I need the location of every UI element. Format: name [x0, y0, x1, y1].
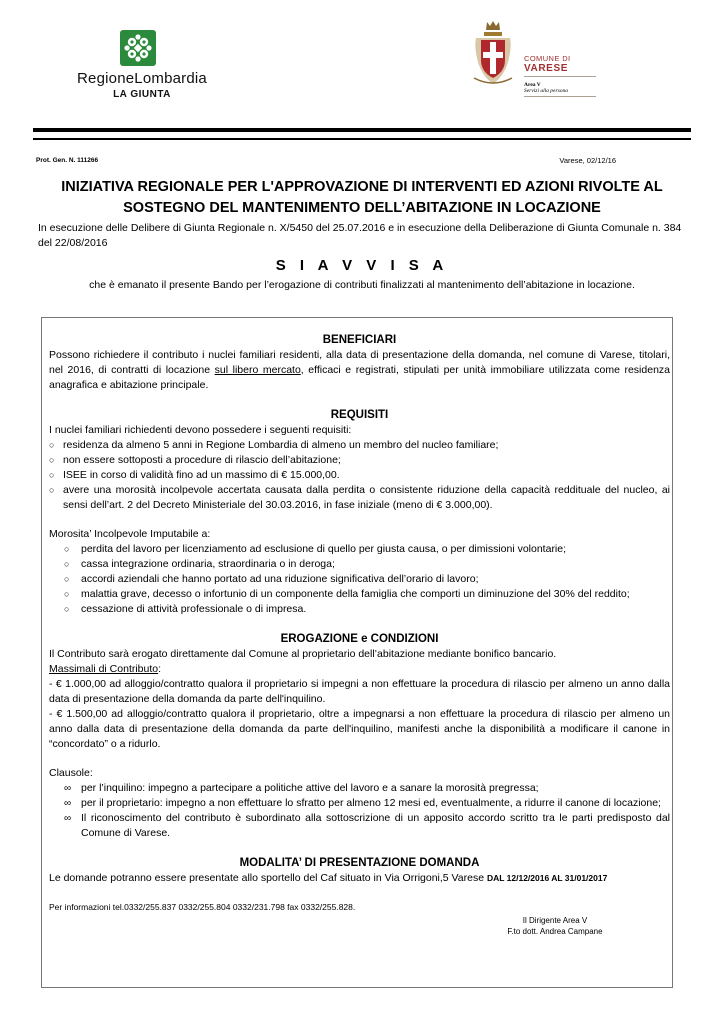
list-item: ○ perdita del lavoro per licenziamento ad esclusione di quello per giusta causa, o per dimissioni volontarie; — [64, 542, 670, 557]
regione-lombardia-logo — [62, 30, 222, 102]
requisiti-heading: REQUISITI — [330, 409, 389, 421]
list-item: ∞ per il proprietario: impegno a non effettuare lo sfratto per almeno 12 mesi ed, eventualmente, a ridurre il canone di locazione; — [64, 796, 670, 811]
varese-crest-icon — [472, 18, 514, 90]
massimali-label-text: Massimali di Contributo — [49, 663, 159, 675]
title-line-2: SOSTEGNO DEL MANTENIMENTO DELL’ABITAZIONE IN LOCAZIONE — [123, 200, 601, 216]
document-date: Varese, 02/12/16 — [559, 156, 616, 165]
massimale-2: - € 1.500,00 ad alloggio/contratto qualora il proprietario, oltre a impegnarsi a non effettuare la procedura di rilascio per almeno un anno dalla data di presentazione della domanda da parte dell'inquilino, manifesti anche la disponibilità a modificare il canone in “concordato” o a ridurlo. — [49, 708, 670, 750]
servizi-label: Servizi alla persona — [524, 88, 596, 97]
comune-name: VARESE — [524, 63, 596, 77]
intro-paragraph: In esecuzione delle Delibere di Giunta Regionale n. X/5450 del 25.07.2016 e in esecuzione della Deliberazione di Giunta Comunale n. 384 del 22/08/2016 — [38, 222, 682, 249]
requisiti-list — [49, 438, 670, 513]
beneficiari-heading: BENEFICIARI — [322, 334, 397, 346]
list-item: ∞ per l’inquilino: impegno a partecipare a politiche attive del lavoro e a sanare la morosità pregressa; — [64, 781, 670, 796]
erogazione-heading: EROGAZIONE e CONDIZIONI — [280, 633, 439, 645]
list-item: ○ cessazione di attività professionale o di impresa. — [64, 602, 670, 617]
list-item: ○ avere una morosità incolpevole accertata causata dalla perdita o consistente riduzione della capacità reddituale del nucleo, ai sensi dell’art. 2 del Decreto Ministeriale del 30.03.2016, in fase iniziale (meno di € 3.000,00). — [49, 483, 670, 513]
contact-info: Per informazioni tel.0332/255.837 0332/255.804 0332/231.798 fax 0332/255.828. — [49, 902, 356, 912]
massimale-1: - € 1.000,00 ad alloggio/contratto qualora il proprietario si impegni a non effettuare la procedura di rilascio per almeno un anno dalla data di presentazione della domanda da parte dell'inquilino. — [49, 678, 670, 705]
comune-varese-logo — [468, 18, 598, 106]
header-rule-thick — [33, 128, 691, 132]
avvisa-subtitle: che è emanato il presente Bando per l’erogazione di contributi finalizzati al mantenimento dell’abitazione in locazione. — [89, 279, 635, 291]
massimali-colon: : — [158, 663, 162, 675]
list-item: ○ ISEE in corso di validità fino ad un massimo di € 15.000,00. — [49, 468, 670, 483]
signature-block — [49, 915, 670, 937]
beneficiari-text-b: , efficaci e registrati, stipulati per unità immobiliare utilizzata come residenza anagrafica e abitazione principale. — [49, 364, 670, 391]
header-rule-thin — [33, 138, 691, 140]
modalita-heading: MODALITA’ DI PRESENTAZIONE DOMANDA — [239, 857, 480, 869]
comune-text-block — [524, 54, 596, 97]
libero-mercato-text: sul libero mercato — [214, 364, 301, 376]
massimali-label — [49, 662, 670, 677]
modalita-text — [49, 871, 670, 886]
region-subtitle: LA GIUNTA — [113, 89, 171, 100]
modalita-dates: DAL 12/12/2016 AL 31/01/2017 — [486, 873, 608, 883]
clausole-list — [49, 781, 670, 841]
beneficiari-text-a: Possono richiedere il contributo i nuclei familiari residenti, alla data di presentazione della domanda, nel comune di Varese, titolari, nel 2016, di contratti di locazione — [49, 349, 670, 376]
protocol-number: Prot. Gen. N. 111266 — [36, 157, 99, 164]
list-item: ○ non essere sottoposti a procedure di rilascio dell’abitazione; — [49, 453, 670, 468]
bando-content — [49, 332, 670, 937]
title-line-1: INIZIATIVA REGIONALE PER L'APPROVAZIONE DI INTERVENTI ED AZIONI RIVOLTE AL — [61, 179, 663, 195]
list-item: ∞ Il riconoscimento del contributo è subordinato alla sottoscrizione di un apposito accordo scritto tra le parti predisposto dal Comune di Varese. — [64, 811, 670, 841]
area-label: Area V — [524, 82, 541, 88]
comune-label: COMUNE DI — [524, 54, 571, 63]
list-item: ○ cassa integrazione ordinaria, straordinaria o in deroga; — [64, 557, 670, 572]
list-item: ○ accordi aziendali che hanno portato ad una riduzione significativa dell’orario di lavoro; — [64, 572, 670, 587]
requisiti-lead: I nuclei familiari richiedenti devono possedere i seguenti requisiti: — [49, 424, 352, 436]
document-title — [36, 177, 688, 219]
beneficiari-text — [49, 348, 670, 393]
erogazione-text: Il Contributo sarà erogato direttamente dal Comune al proprietario dell’abitazione mediante bonifico bancario. — [49, 648, 557, 660]
list-item: ○ malattia grave, decesso o infortunio di un componente della famiglia che comporti un diminuzione del 30% del reddito; — [64, 587, 670, 602]
morosita-lead: Morosita’ Incolpevole Imputabile a: — [49, 528, 211, 540]
clausole-lead: Clausole: — [49, 767, 93, 779]
regione-lombardia-emblem-icon — [120, 30, 156, 66]
bando-box — [41, 317, 673, 988]
list-item: ○ residenza da almeno 5 anni in Regione Lombardia di almeno un membro del nucleo familiare; — [49, 438, 670, 453]
signature-name: F.to dott. Andrea Campane — [507, 927, 603, 936]
morosita-list — [49, 542, 670, 617]
region-name: RegioneLombardia — [77, 70, 207, 87]
si-avvisa-heading: S I A V V I S A — [275, 257, 449, 274]
modalita-text-main: Le domande potranno essere presentate allo sportello del Caf situato in Via Orrigoni,5 Varese — [49, 872, 487, 884]
signature-title: Il Dirigente Area V — [522, 916, 588, 925]
